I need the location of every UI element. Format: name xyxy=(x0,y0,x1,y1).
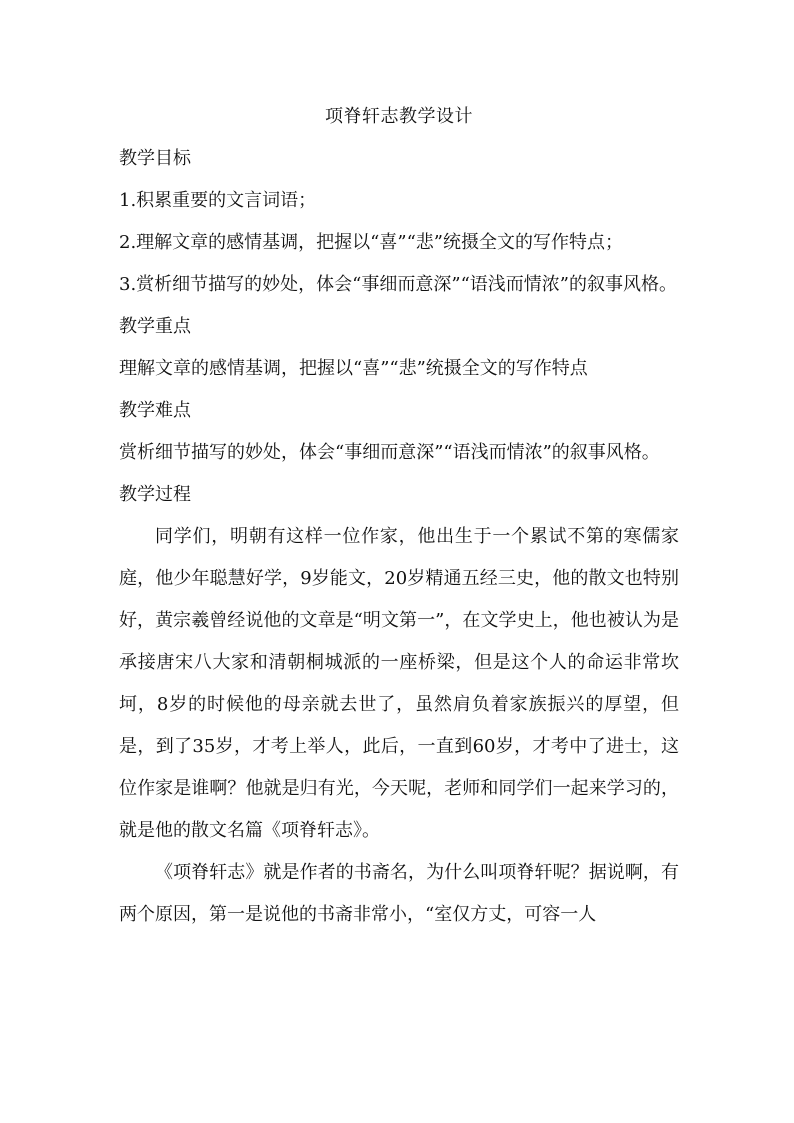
objectives-heading: 教学目标 xyxy=(119,148,191,169)
objective-item-2: 2.理解文章的感情基调，把握以“喜”“悲”统摄全文的写作特点； xyxy=(119,232,623,253)
focus-heading: 教学重点 xyxy=(119,316,191,337)
difficulty-text: 赏析细节描写的妙处，体会“事细而意深”“语浅而情浓”的叙事风格。 xyxy=(119,442,660,463)
objective-item-1: 1.积累重要的文言词语； xyxy=(119,190,317,211)
difficulty-heading: 教学难点 xyxy=(119,400,191,421)
process-paragraph-1: 同学们，明朝有这样一位作家，他出生于一个累试不第的寒儒家庭，他少年聪慧好学，9岁能文，20岁精通五经三史，他的散文也特别好，黄宗羲曾经说他的文章是“明文第一”，在文学史上，他也被认为是承接唐宋八大家和清朝桐城派的一座桥梁，但是这个人的命运非常坎坷，8岁的时候他的母亲就去世了，虽然肩负着家族振兴的厚望，但是，到了35岁，才考上举人，此后，一直到60岁，才考中了进士，这位作家是谁啊？他就是归有光，今天呢，老师和同学们一起来学习的，就是他的散文名篇《项脊轩志》。 xyxy=(119,526,679,841)
document-title: 项脊轩志教学设计 xyxy=(325,106,473,127)
process-paragraph-2: 《项脊轩志》就是作者的书斋名，为什么叫项脊轩呢？据说啊，有两个原因，第一是说他的书斋非常小，“室仅方丈，可容一人 xyxy=(119,862,679,925)
document-content xyxy=(119,96,679,936)
objective-item-3: 3.赏析细节描写的妙处，体会“事细而意深”“语浅而情浓”的叙事风格。 xyxy=(119,274,677,295)
process-heading: 教学过程 xyxy=(119,484,191,505)
focus-text: 理解文章的感情基调，把握以“喜”“悲”统摄全文的写作特点 xyxy=(119,358,588,379)
